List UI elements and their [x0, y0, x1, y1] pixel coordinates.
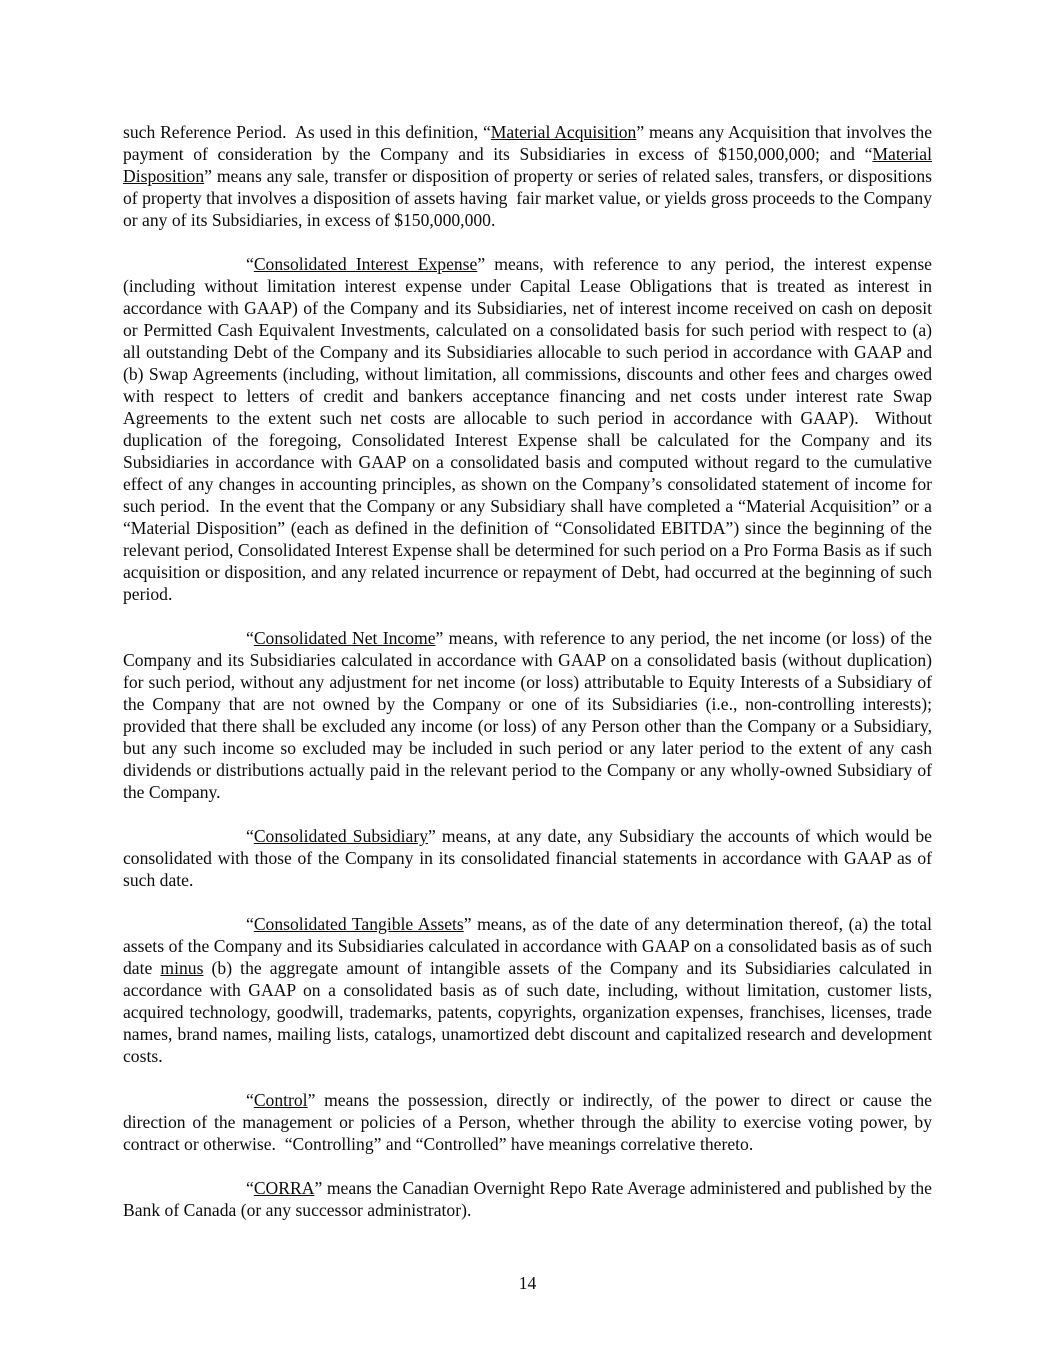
paragraph — [123, 825, 932, 891]
paragraph — [123, 1177, 932, 1221]
paragraph — [123, 1089, 932, 1155]
body-text: (b) the aggregate amount of intangible assets of the Company and its Subsidiaries calculated in accordance with GAAP on a consolidated basis as of such date, including, without limitation, customer lists, acquired technology, goodwill, trademarks, patents, copyrights, organization expenses, franchises, licenses, trade names, brand names, mailing lists, catalogs, unamortized debt discount and capitalized research and development costs. — [123, 958, 932, 1066]
body-text: ” means any Acquisition that involves the payment of consideration by the Company and its Subsidiaries in excess of $150,000,000; and “ — [123, 122, 933, 164]
body-text: “ — [246, 914, 254, 934]
body-text: “ — [246, 1090, 254, 1110]
body-text: such Reference Period. As used in this definition, “ — [123, 122, 491, 142]
paragraph — [123, 253, 932, 605]
body-text: ” means the possession, directly or indirectly, of the power to direct or cause the direction of the management or policies of a Person, whether through the ability to exercise voting power, by contract or otherwise. “Controlling” and “Controlled” have meanings correlative thereto. — [123, 1090, 932, 1154]
paragraph — [123, 913, 932, 1067]
defined-term: Control — [253, 1090, 308, 1110]
paragraph — [123, 121, 932, 231]
defined-term: CORRA — [253, 1178, 315, 1198]
body-text: ” means, at any date, any Subsidiary the accounts of which would be consolidated with those of the Company in its consolidated financial statements in accordance with GAAP as of such date. — [123, 826, 932, 890]
body-text: “ — [246, 1178, 254, 1198]
defined-term: Consolidated Net Income — [253, 628, 436, 648]
body-text: ” means, as of the date of any determination thereof, (a) the total assets of the Company and its Subsidiaries calculated in accordance with GAAP on a consolidated basis as of such date — [123, 914, 932, 978]
defined-term: Consolidated Interest Expense — [253, 254, 478, 274]
body-text: “ — [246, 254, 254, 274]
body-text: ” means, with reference to any period, the net income (or loss) of the Company and its Subsidiaries calculated in accordance with GAAP on a consolidated basis (without duplication) for such period, without any adjustment for net income (or loss) attributable to Equity Interests of a Subsidiary of the Company that are not owned by the Company or one of its Subsidiaries (i.e., non-controlling interests); provided that there shall be excluded any income (or loss) of any Person other than the Company or a Subsidiary, but any such income so excluded may be included in such period or any later period to the extent of any cash dividends or distributions actually paid in the relevant period to the Company or any wholly-owned Subsidiary of the Company. — [123, 628, 932, 802]
defined-term: minus — [160, 958, 204, 978]
defined-term: Material Acquisition — [490, 122, 637, 142]
body-text: ” means, with reference to any period, the interest expense (including without limitation interest expense under Capital Lease Obligations that is treated as interest in accordance with GAAP) of the Company and its Subsidiaries, net of interest income received on cash on deposit or Permitted Cash Equivalent Investments, calculated on a consolidated basis for such period with respect to (a) all outstanding Debt of the Company and its Subsidiaries allocable to such period in accordance with GAAP and (b) Swap Agreements (including, without limitation, all commissions, discounts and other fees and charges owed with respect to letters of credit and bankers acceptance financing and net costs under interest rate Swap Agreements to the extent such net costs are allocable to such period in accordance with GAAP). Without duplication of the foregoing, Consolidated Interest Expense shall be calculated for the Company and its Subsidiaries in accordance with GAAP on a consolidated basis and computed without regard to the cumulative effect of any changes in accounting principles, as shown on the Company’s consolidated statement of income for such period. In the event that the Company or any Subsidiary shall have completed a “Material Acquisition” or a “Material Disposition” (each as defined in the definition of “Consolidated EBITDA”) since the beginning of the relevant period, Consolidated Interest Expense shall be determined for such period on a Pro Forma Basis as if such acquisition or disposition, and any related incurrence or repayment of Debt, had occurred at the beginning of such period. — [123, 254, 932, 604]
body-text: ” means any sale, transfer or disposition of property or series of related sales, transfers, or dispositions of property that involves a disposition of assets having fair market value, or yields gross proceeds to the Company or any of its Subsidiaries, in excess of $150,000,000. — [123, 166, 932, 230]
body-text: “ — [246, 826, 254, 846]
document-body — [123, 121, 932, 1221]
defined-term: Consolidated Tangible Assets — [253, 914, 464, 934]
paragraph — [123, 627, 932, 803]
defined-term: Consolidated Subsidiary — [253, 826, 429, 846]
defined-term: Material Disposition — [123, 144, 932, 186]
body-text: ” means the Canadian Overnight Repo Rate Average administered and published by the Bank of Canada (or any successor administrator). — [123, 1178, 932, 1220]
body-text: “ — [246, 628, 254, 648]
page-number: 14 — [518, 1273, 537, 1293]
